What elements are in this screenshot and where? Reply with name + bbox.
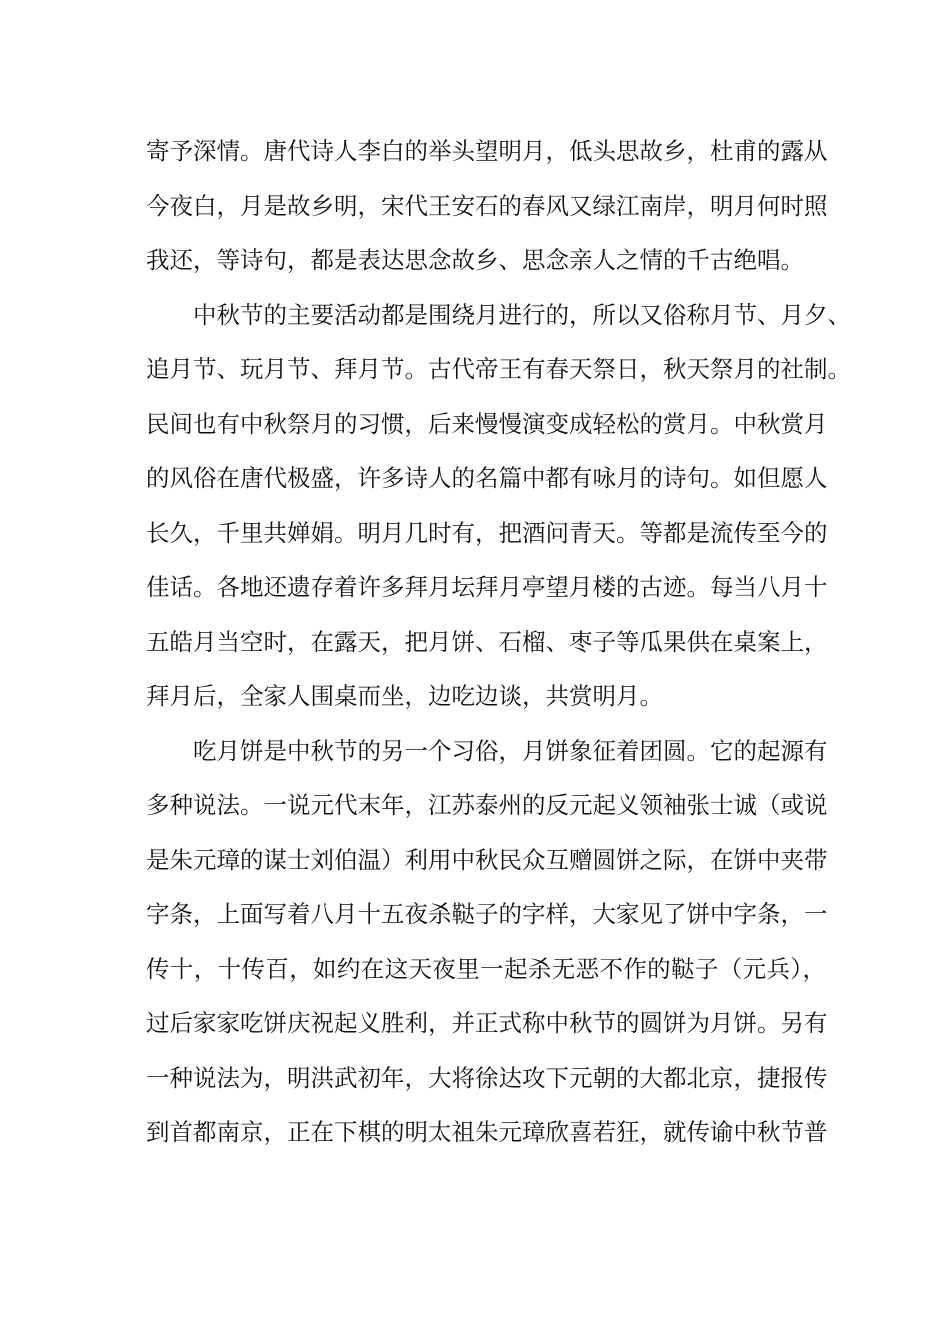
- text-line: 寄予深情。唐代诗人李白的举头望明月，低头思故乡，杜甫的露从: [146, 137, 828, 165]
- text-line: 的风俗在唐代极盛，许多诗人的名篇中都有咏月的诗句。如但愿人: [146, 464, 828, 492]
- text-line: 佳话。各地还遗存着许多拜月坛拜月亭望月楼的古迹。每当八月十: [146, 573, 828, 601]
- text-line: 五皓月当空时，在露天，把月饼、石榴、枣子等瓜果供在桌案上，: [146, 627, 828, 656]
- text-line: 过后家家吃饼庆祝起义胜利，并正式称中秋节的圆饼为月饼。另有: [146, 1009, 828, 1037]
- body-text: [146, 124, 851, 1160]
- text-line: 今夜白，月是故乡明，宋代王安石的春风又绿江南岸，明月何时照: [146, 191, 828, 220]
- text-line: 传十，十传百，如约在这天夜里一起杀无恶不作的鞑子（元兵），: [146, 954, 826, 983]
- text-line: 多种说法。一说元代末年，江苏泰州的反元起义领袖张士诚（或说: [146, 791, 828, 819]
- text-line: 是朱元璋的谋士刘伯温）利用中秋民众互赠圆饼之际，在饼中夹带: [146, 845, 828, 874]
- text-line: 吃月饼是中秋节的另一个习俗，月饼象征着团圆。它的起源有: [193, 736, 828, 765]
- text-line: 长久，千里共婵娟。明月几时有，把酒问青天。等都是流传至今的: [146, 518, 828, 547]
- text-line: 一种说法为，明洪武初年，大将徐达攻下元朝的大都北京，捷报传: [146, 1063, 828, 1092]
- text-line: 民间也有中秋祭月的习惯，后来慢慢演变成轻松的赏月。中秋赏月: [146, 409, 828, 438]
- text-line: 到首都南京，正在下棋的明太祖朱元璋欣喜若狂，就传谕中秋节普: [146, 1118, 828, 1146]
- text-line: 字条，上面写着八月十五夜杀鞑子的字样，大家见了饼中字条，一: [146, 900, 828, 928]
- text-line: 拜月后，全家人围桌而坐，边吃边谈，共赏明月。: [146, 682, 663, 710]
- text-line: 我还，等诗句，都是表达思念故乡、思念亲人之情的千古绝唱。: [146, 246, 804, 274]
- paragraph-1: [146, 124, 826, 288]
- paragraph-3: [146, 724, 826, 1160]
- text-line: 中秋节的主要活动都是围绕月进行的，所以又俗称月节、月夕、: [193, 300, 851, 329]
- text-line: 追月节、玩月节、拜月节。古代帝王有春天祭日，秋天祭月的社制。: [146, 355, 851, 383]
- paragraph-2: [146, 288, 851, 724]
